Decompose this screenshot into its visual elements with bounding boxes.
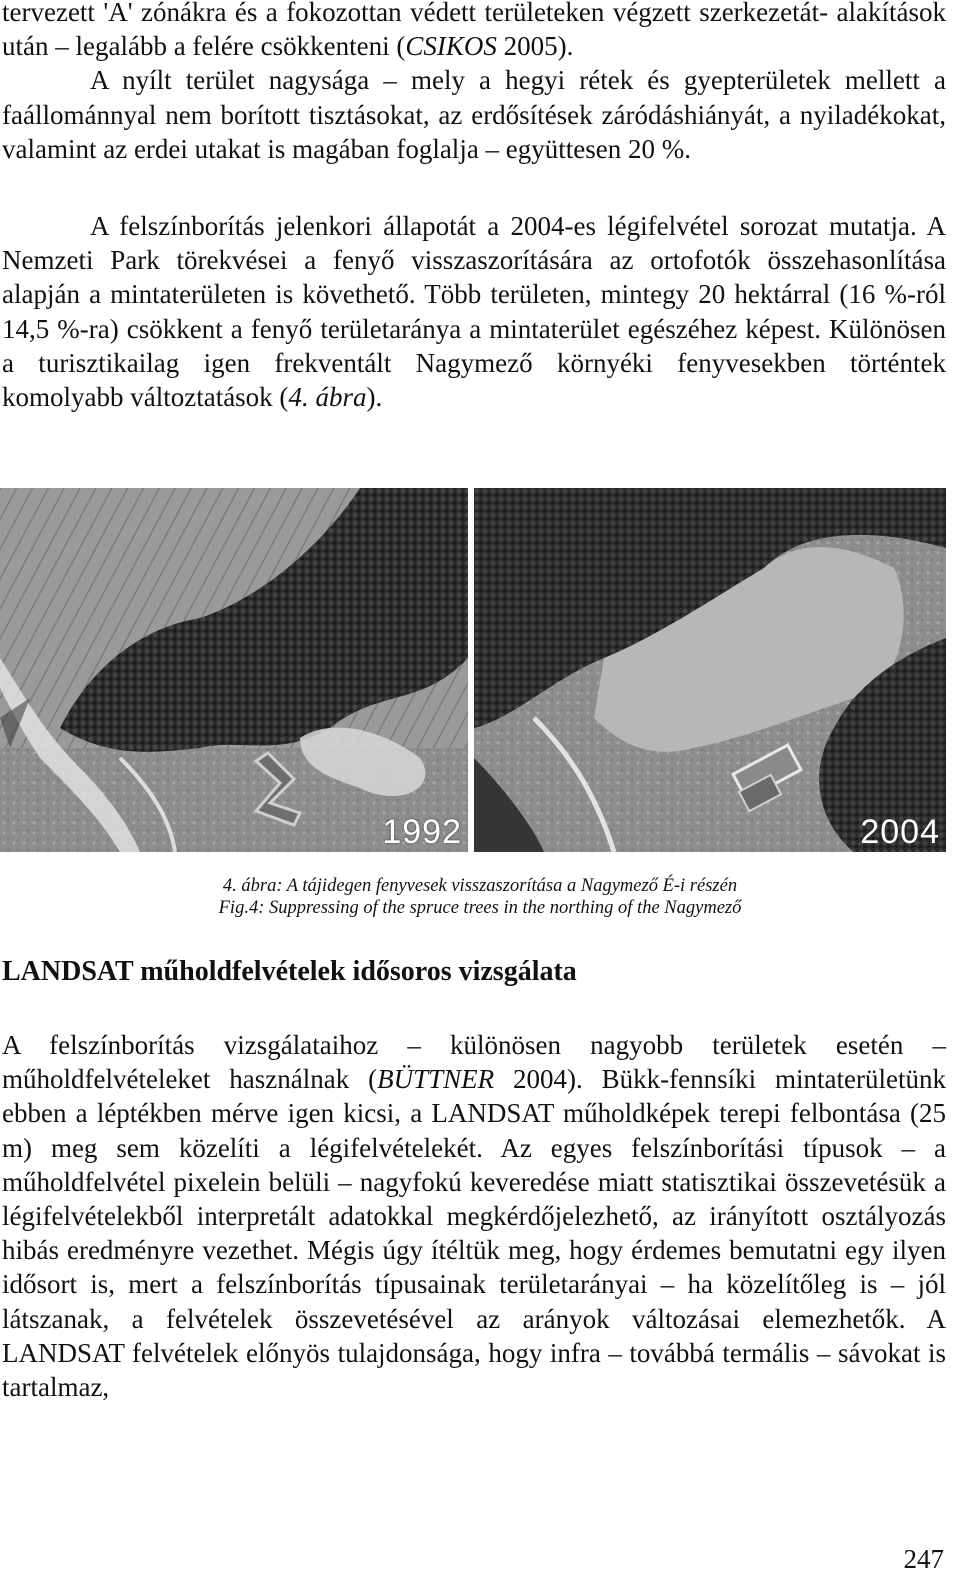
aerial-photo-figure xyxy=(0,488,946,852)
page-number: 247 xyxy=(903,1544,944,1574)
citation-author: CSIKOS xyxy=(405,31,497,62)
aerial-photo-2004 xyxy=(474,488,946,852)
photo-year-label-1992: 1992 xyxy=(382,813,462,851)
paragraph-3: A felszínborítás jelenkori állapotát a 2004-es légifelvétel sorozat mutatja. A Nemzeti Park törekvései a fenyő visszaszorítására az ortofotók összehasonlítása alapján a mintaterületen is követhető. Több területen, mintegy 20 hektárral (16 %-ról 14,5 %-ra) csökkent a fenyő területaránya a mintaterület egészéhez képest. Különösen a turisztikailag igen frekventált Nagymező környéki fenyvesekben történtek komolyabb változtatások (4. ábra). xyxy=(2,211,946,413)
paragraph-1: tervezett 'A' zónákra és a fokozottan védett területeken végzett szerkezetát- alakítások után – legalább a felére csökkenteni (CSIKOS 2005). A nyílt terület nagysága – mely a hegyi rétek és gyepterületek mellett a faállománnyal nem borított tisztásokat, az erdősítések záródáshiányát, a nyiladékokat, valamint az erdei utakat is magában foglalja – együttesen 20 %. xyxy=(2,0,947,164)
section-title: LANDSAT műholdfelvételek idősoros vizsgálata xyxy=(2,956,577,987)
paragraph-4: A felszínborítás vizsgálataihoz – különösen nagyobb területek esetén – műholdfelvételeket használnak (BÜTTNER 2004). Bükk-fennsíki mintaterületünk ebben a léptékben mérve igen kicsi, a LANDSAT műholdképek terepi felbontása (25 m) meg sem közelíti a légifelvételekét. Az egyes felszínborítási típusok – a műholdfelvétel pixelein belüli – nagyfokú keveredése miatt statisztikai összevetésük a légifelvételekből interpretált adatokkal megkérdőjelezhető, az irányított osztályozás hibás eredményre vezethet. Mégis úgy ítéltük meg, hogy érdemes bemutatni egy ilyen idősort is, mert a felszínborítás típusainak területarányai – ha közelítőleg is – jól látszanak, a felvételek összevetésével az arányok változásai elemezhetők. A LANDSAT felvételek előnyös tulajdonsága, hogy infra – továbbá termális – sávokat is tartalmaz, xyxy=(2,1030,946,1403)
paragraph-2: A nyílt terület nagysága – mely a hegyi rétek és gyepterületek mellett a faállománnyal nem borított tisztásokat, az erdősítések záródáshiányát, a nyiladékokat, valamint az erdei utakat is magában foglalja – együttesen 20 %. xyxy=(2,65,946,164)
figure-reference: 4. ábra xyxy=(288,382,367,413)
figure-caption-hungarian: 4. ábra: A tájidegen fenyvesek visszaszorítása a Nagymező É-i részén xyxy=(222,876,738,896)
aerial-photo-1992 xyxy=(0,488,468,852)
figure-caption-english: Fig.4: Suppressing of the spruce trees in the northing of the Nagymező xyxy=(218,898,742,918)
citation-author: BÜTTNER xyxy=(377,1064,495,1095)
photo-year-label-2004: 2004 xyxy=(860,813,940,851)
